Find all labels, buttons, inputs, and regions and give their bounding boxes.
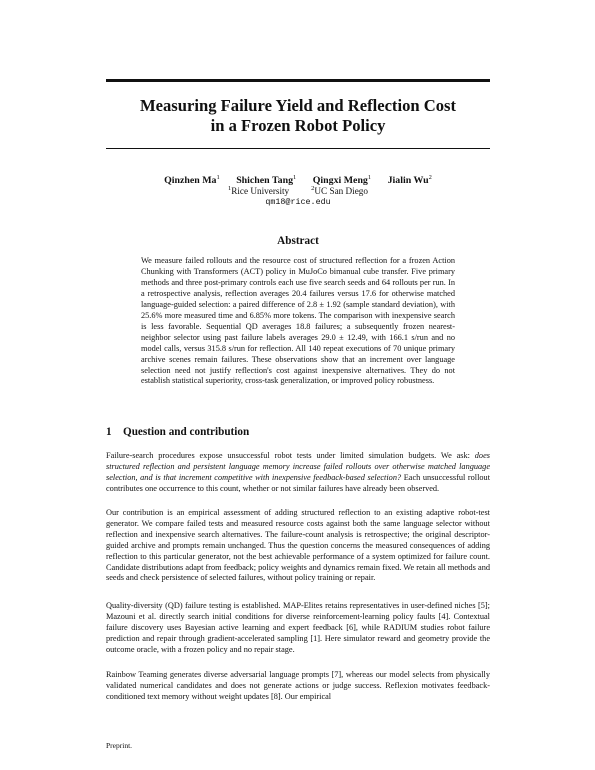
section-heading <box>106 425 249 439</box>
author-affiliation-marker: 2 <box>428 174 432 181</box>
abstract-text: We measure failed rollouts and the resource cost of structured reflection for a frozen Action Chunking with Transformers (ACT) policy in MuJoCo bimanual cube transfer. Five primary methods and three post-primary controls each use five search seeds and 64 rollouts per run. In a retrospective analysis, reflection averages 20.4 failures versus 17.6 for otherwise matched language-guided selection: a paired difference of 2.8 ± 1.92 (sample standard deviation), with 25.6% more measured time and 6.85% more tokens. The comparison with inexpensive search is less favorable. Sequential QD averages 18.8 failures; a subsequently frozen nearest-neighbor selector using past failure labels averages 29.0 ± 12.49, with 166.1 s/run and no model calls, versus 315.8 s/run for reflection. All 140 repeat executions of 70 unique primary archive scenes remain failures. These observations show that an increment over language selection need not justify reflection's cost against inexpensive alternatives. They do not establish statistical superiority, cross-task generalization, or improved policy robustness. <box>141 256 455 386</box>
contact-email: qm18@rice.edu <box>265 197 331 207</box>
affiliation-name: UC San Diego <box>314 186 368 196</box>
author-affiliation-marker: 1 <box>293 174 297 181</box>
author-affiliation-marker: 1 <box>216 174 220 181</box>
author-name: Jialin Wu <box>387 175 429 186</box>
section-number: 1 <box>106 426 112 438</box>
paragraph-text: Each unsuccessful rollout contributes one occurrence to this count, whether or not similar failures have already been observed. <box>106 472 491 493</box>
affiliation-marker: 1 <box>227 185 232 192</box>
body-paragraph <box>106 451 490 495</box>
affiliation-marker: 2 <box>311 185 315 192</box>
body-paragraph: Our contribution is an empirical assessment of adding structured reflection to an existing adaptive robot-test generator. We compare failed tests and measured resource costs against both the same language selector without reflection and inexpensive search alternatives. The failure-count analysis is retrospective; the original descriptor-guided archive and prompts remain unchanged. Thus the question concerns the measured consequences of adding reflection to this particular generator, not the best achievable performance of a system optimized for failure count. Candidate distributions adapt from feedback; policy weights and dynamics remain fixed. We retain all methods and seeds and check persistence of selected failures, without policy training or repair. <box>106 508 490 583</box>
author-name: Qinzhen Ma <box>164 175 217 186</box>
footer-label: Preprint. <box>106 741 133 750</box>
title-top-rule <box>106 79 490 82</box>
body-paragraph: Quality-diversity (QD) failure testing is established. MAP-Elites retains representatives in user-defined niches [5]; Mazouni et al. directly search initial conditions for diverse reinforcement-learning policy faults [4]. Contextual failure discovery uses Bayesian active learning and expert feedback [6], while RADIUM studies robot failure prediction and repair through gradient-accelerated sampling [1]. Here simulator reward and geometry provide the outcome oracle, with a frozen policy and no repair stage. <box>106 601 490 654</box>
title-line-1: Measuring Failure Yield and Reflection Cost <box>139 96 457 115</box>
affiliation-list <box>106 186 490 197</box>
author-affiliation-marker: 1 <box>367 174 372 181</box>
title-bottom-rule <box>106 148 490 149</box>
abstract-heading: Abstract <box>277 235 319 247</box>
author-name: Qingxi Meng <box>312 175 368 186</box>
paragraph-text: Failure-search procedures expose unsuccessful robot tests under limited simulation budgets. We ask: <box>106 451 475 460</box>
affiliation-name: Rice University <box>231 186 290 196</box>
author-name: Shichen Tang <box>236 175 294 186</box>
title-line-2: in a Frozen Robot Policy <box>210 116 386 135</box>
research-question: does structured reflection and persistent language memory increase failed rollouts over otherwise matched language selection, and is that increment competitive with inexpensive feedback-based selection? <box>106 451 490 482</box>
section-title: Question and contribution <box>123 426 250 438</box>
paper-title <box>106 96 490 136</box>
body-paragraph: Rainbow Teaming generates diverse adversarial language prompts [7], whereas our model selects from physically validated numerical candidates and does not generate actions or judge success. Reflexion motivates feedback-conditioned text memory without weight updates [8]. Our empirical <box>106 670 490 701</box>
